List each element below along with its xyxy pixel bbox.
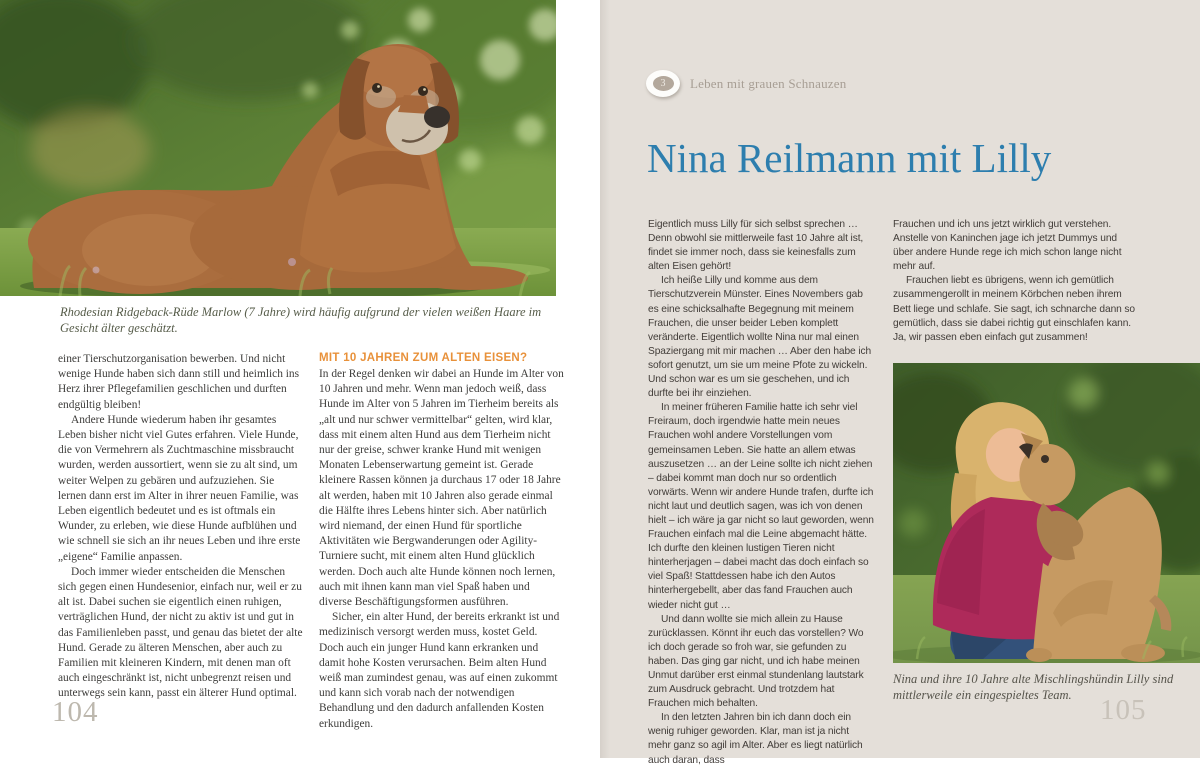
body-paragraph: Andere Hunde wiederum haben ihr gesamtes Leben bisher nicht viel Gutes erfahren. Viele Hunde, die von Vermehrern als Zuchtmaschine missbraucht wurden, werden aussortiert, wenn sie zu alt sind, um weiter Welpen zu gebären und aufzuziehen. Sie lernen dann erst im Alter in ihrer neuen Familie, was Leben eigentlich bedeutet und es ist oftmals ein Wunder, zu erleben, wie diese Hunde aufblühen und wie schnell sie sich an ihr neues Leben und ihre erste „eigene“ Familie anpassen. bbox=[58, 413, 301, 563]
body-paragraph: Und dann wollte sie mich allein zu Hause zurücklassen. Könnt ihr euch das vorstellen? Wo ich doch gerade so froh war, sie gefunden zu haben. Das ging gar nicht, und ich habe meinen Unmut darüber erst einmal stundenlang lautstark zum Ausdruck gebracht. Und trotzdem hat Frauchen mich behalten. bbox=[648, 613, 864, 710]
body-paragraph: Sicher, ein alter Hund, der bereits erkrankt ist und medizinisch versorgt werden muss, kostet Geld. Doch auch ein junger Hund kann erkranken und damit hohe Kosten verursachen. Beim alten Hund weiß man zumindest genau, was auf einen zukommt und kann sich vorab nach der notwendigen Behandlung und den dadurch anfallenden Kosten erkundigen. bbox=[319, 611, 560, 730]
chapter-number: 3 bbox=[653, 76, 674, 91]
body-paragraph: Ich heiße Lilly und komme aus dem Tierschutzverein Münster. Eines Novembers gab es eine schicksalhafte Begegnung mit meinem Frauchen, die unser beider Leben komplett veränderte. Eigentlich wollte Nina nur mal einen Spaziergang mit mir machen … Aber den habe ich sofort genutzt, um sie um meine Pfote zu wickeln. Und schon war es um sie geschehen, und ich durfte bei ihr einziehen. bbox=[648, 275, 872, 400]
chapter-number-badge bbox=[646, 70, 680, 97]
chapter-title: Leben mit grauen Schnauzen bbox=[690, 75, 847, 91]
chapter-header-row bbox=[646, 70, 846, 97]
nina-and-lilly-photo bbox=[893, 363, 1200, 663]
section-heading: MIT 10 JAHREN ZUM ALTEN EISEN? bbox=[319, 352, 528, 364]
left-column-1 bbox=[58, 352, 303, 732]
right-photo-caption: Nina und ihre 10 Jahre alte Mischlingshündin Lilly sind mittlerweile ein eingespieltes Team. bbox=[893, 672, 1174, 702]
body-paragraph: einer Tierschutzorganisation bewerben. Und nicht wenige Hunde haben sich dann still und heimlich ins Herz ihrer Pflegefamilien geschlichen und durften endgültig bleiben! bbox=[58, 353, 300, 411]
spine-shadow bbox=[600, 0, 610, 758]
body-paragraph: Frauchen liebt es übrigens, wenn ich gemütlich zusammengerollt in meinem Körbchen neben ihrem Bett liege und schlafe. Sie sagt, ich schnarche dann so gemütlich, dass sie dabei richtig gut einschlafen kann. Ja, wir passen eben einfach gut zusammen! bbox=[893, 275, 1135, 343]
body-paragraph: Frauchen und ich uns jetzt wirklich gut verstehen. Anstelle von Kaninchen jage ich jetzt Dummys und über andere Hunde rege ich mich schon lange nicht mehr auf. bbox=[893, 219, 1122, 273]
old-dog-photo-illustration bbox=[0, 0, 556, 296]
body-paragraph: In meiner früheren Familie hatte ich sehr viel Freiraum, doch irgendwie hatte mein neues Frauchen wohl andere Vorstellungen vom gemeinsamen Leben. Sie hatte an allem etwas auszusetzen … an der Leine sollte ich nicht ziehen – dabei kommt man doch nur so ordentlich vorwärts. Wenn wir andere Hunde trafen, durfte ich nicht laut und deutlich sagen, was ich von denen hielt – ich wäre ja gar nicht so laut geworden, wenn Frauchen einfach mal die Leine abgemacht hätte. Ich durfte den kleinen lustigen Tieren nicht hinterherjagen – dabei macht das doch einfach so viel Spaß! Stattdessen habe ich den Autos hinterhergebellt, aber das fand Frauchen auch wieder nicht gut … bbox=[648, 402, 874, 611]
left-photo-caption: Rhodesian Ridgeback-Rüde Marlow (7 Jahre) wird häufig aufgrund der vielen weißen Haare im Gesicht älter geschätzt. bbox=[60, 305, 542, 335]
story-title: Nina Reilmann mit Lilly bbox=[647, 135, 1052, 181]
body-paragraph: In der Regel denken wir dabei an Hunde im Alter von 10 Jahren und mehr. Wenn man jedoch weiß, dass Hunde im Alter von 5 Jahren im Tierheim bereits als „alt und nur schwer vermittelbar“ gelten, wird klar, dass mit einem alten Hund aus dem Tierheim nicht nur der greise, schwer kranke Hund mit wenigen Monaten Lebenserwartung gemeint ist. Gerade kleinere Rassen können ja durchaus 17 oder 18 Jahre alt werden, haben mit 10 Jahren also gerade einmal die Hälfte ihres Lebens hinter sich. Aber natürlich wird niemand, der einen Hund für sportliche Aktivitäten wie Bergwanderungen oder Agility-Turniere sucht, mit einem alten Hund glücklich werden. Doch auch alte Hunde können noch lernen, auch mit ihnen kann man viel Spaß haben und diverse Beschäftigungsformen ausführen. bbox=[319, 368, 564, 609]
left-page bbox=[0, 0, 600, 758]
right-column-1 bbox=[648, 218, 874, 768]
nina-and-lilly-illustration bbox=[893, 363, 1200, 663]
left-column-2 bbox=[319, 352, 564, 732]
body-paragraph: In den letzten Jahren bin ich dann doch ein wenig ruhiger geworden. Klar, man ist ja nicht mehr ganz so agil im Alter. Aber es liegt natürlich auch daran, dass bbox=[648, 712, 863, 766]
left-page-text-columns bbox=[58, 352, 564, 732]
page-number-right: 105 bbox=[1100, 694, 1147, 726]
old-dog-photo bbox=[0, 0, 556, 296]
body-paragraph: Doch immer wieder entscheiden die Menschen sich gegen einen Hundesenior, einfach nur, weil er zu alt ist. Dabei suchen sie eigentlich einen ruhigen, verträglichen Hund, der nicht zu aktiv ist und gut in das Familienleben passt, und genau das bietet der alte Hund. Gerade zu älteren Menschen, aber auch zu Familien mit kleineren Kindern, mit denen man oft auch eingeschränkt ist, nicht unbegrenzt reisen und unterwegs sein kann, passt ein älterer Hund optimal. bbox=[58, 565, 303, 700]
right-column-2 bbox=[893, 218, 1137, 345]
right-page bbox=[600, 0, 1200, 766]
body-paragraph: Eigentlich muss Lilly für sich selbst sprechen … Denn obwohl sie mittlerweile fast 10 Jahre alt ist, findet sie immer noch, dass sie keinesfalls zum alten Eisen gehört! bbox=[648, 219, 864, 273]
page-number-left: 104 bbox=[52, 696, 99, 728]
